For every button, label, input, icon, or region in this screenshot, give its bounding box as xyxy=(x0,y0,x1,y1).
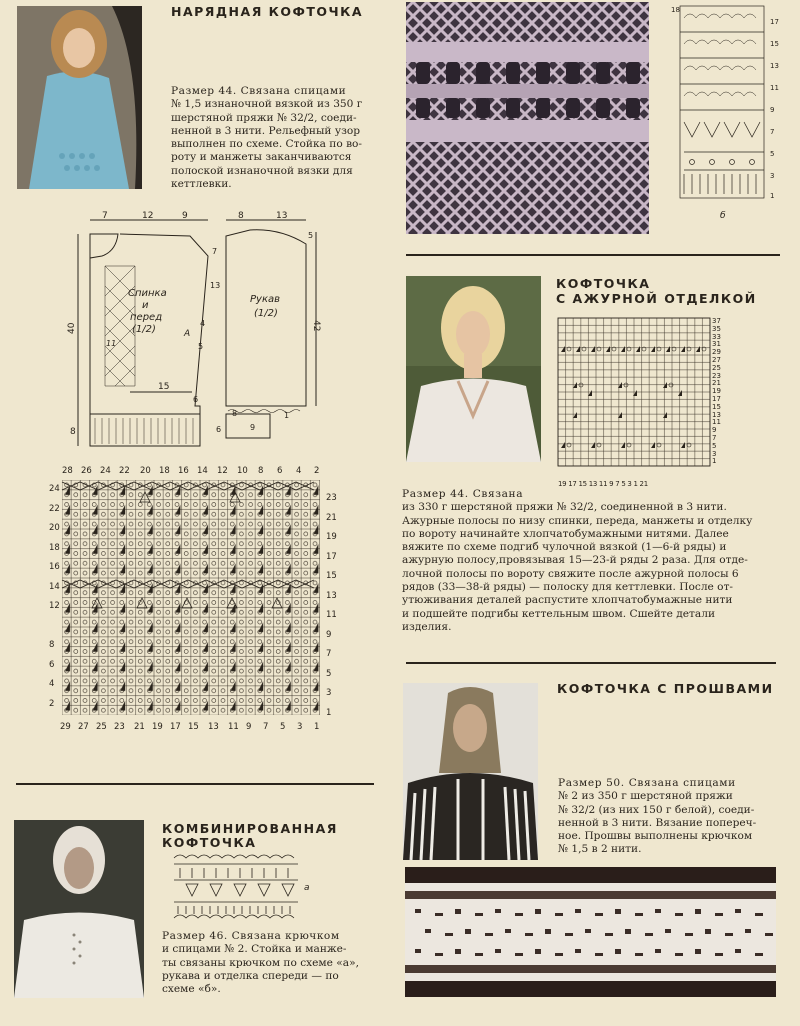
chart-left-label: 14 xyxy=(49,581,60,592)
chart-top-label: 12 xyxy=(217,466,228,476)
section3-line: ненной в 3 нити. Вязание попереч- xyxy=(558,816,757,829)
sleeve-label: Рукав xyxy=(250,294,281,305)
chart-left-label: 22 xyxy=(49,503,60,514)
section2-line: Размер 44. Связана xyxy=(402,488,524,500)
chart-bottom-label: 5 xyxy=(280,722,286,732)
body-dim-left: 40 xyxy=(67,322,77,334)
section2-line: ажурную полосу,провязывая 15—23-й ряды 2 раза. Для отде- xyxy=(402,554,748,567)
chart-top-label: 28 xyxy=(62,466,73,476)
body-dim-top: 7 xyxy=(102,211,108,221)
lace-chart-right-label: 23 xyxy=(712,371,721,380)
section3-line: № 32/2 (из них 150 г белой), соеди- xyxy=(558,803,755,816)
chart-right-label: 5 xyxy=(326,668,332,679)
lace-chart-right-labels xyxy=(712,318,736,466)
body-dim-right: 7 xyxy=(212,247,218,256)
lace-chart-right-label: 9 xyxy=(712,426,717,435)
section1-line: выполнен по схеме. Стойка по во- xyxy=(171,138,362,151)
body-dim-right: A xyxy=(184,329,191,339)
section3-line: № 1,5 в 2 нити. xyxy=(558,843,642,856)
sleeve-dim-right: 42 xyxy=(311,320,321,332)
sleeve-dim-bottom-left: 6 xyxy=(216,425,222,434)
chart-left-label: 2 xyxy=(49,698,55,709)
section3-line: ное. Прошвы выполнены крючком xyxy=(558,830,753,843)
chart-right-label: 1 xyxy=(326,707,332,718)
chart-right-label: 13 xyxy=(326,590,337,601)
chart-right-label: 17 xyxy=(326,551,337,562)
chart-top-labels xyxy=(62,466,332,478)
lace-chart-right-label: 25 xyxy=(712,363,721,372)
lace-chart-right-label: 7 xyxy=(712,433,717,442)
body-dim-right: 5 xyxy=(198,342,204,351)
section4-title-line: КОФТОЧКА xyxy=(162,835,257,850)
lace-chart-right-label: 13 xyxy=(712,410,721,419)
lace-chart-right-label: 29 xyxy=(712,348,721,357)
sleeve-dim-top: 13 xyxy=(276,211,288,221)
lace-chart-right-label: 3 xyxy=(712,449,717,458)
section2-line: вяжите по схеме подгиб чулочной вязкой (1—6-й ряды) и xyxy=(402,541,727,554)
chart-top-label: 26 xyxy=(81,466,92,476)
lace-chart-right-label: 11 xyxy=(712,418,721,427)
sleeve-dim-bottom: 1 xyxy=(284,411,290,420)
lace-chart-top-num: 18 xyxy=(671,6,680,14)
body-dim-right: 13 xyxy=(210,281,221,290)
chart-right-label: 9 xyxy=(326,629,332,640)
divider xyxy=(406,662,776,664)
section1-line: № 1,5 изнаночной вязкой из 350 г xyxy=(171,98,363,111)
chart-left-label: 8 xyxy=(49,640,55,650)
section4-text xyxy=(162,930,374,996)
lace-chart-right: 5 xyxy=(770,150,775,158)
chart-bottom-label: 25 xyxy=(96,722,107,732)
chart-bottom-label: 11 xyxy=(228,722,239,732)
chart-top-label: 24 xyxy=(100,466,111,476)
chart-top-label: 18 xyxy=(159,466,170,476)
photo-blue-sweater xyxy=(17,6,142,189)
chart-left-label: 24 xyxy=(49,484,60,494)
lace-chart-bottom: 19 17 15 13 11 9 7 5 3 1 21 xyxy=(558,480,648,488)
chart-bottom-label: 29 xyxy=(60,722,71,732)
chart-top-label: 6 xyxy=(277,466,283,476)
chart-left-label: 20 xyxy=(49,523,60,533)
section2-line: и подшейте подгибы кеттельным швом. Сшейте детали xyxy=(402,607,716,620)
section4-line: ты связаны крючком по схеме «а», xyxy=(162,956,359,969)
chart-left-label: 6 xyxy=(49,659,55,670)
lace-chart-right-label: 35 xyxy=(712,324,721,333)
section2-line: из 330 г шерстяной пряжи № 32/2, соединенной в 3 нити. xyxy=(402,501,727,514)
divider xyxy=(16,783,374,785)
chart-left-label: 12 xyxy=(49,601,60,611)
chart-top-label: 22 xyxy=(119,466,130,476)
lace-chart-top xyxy=(670,2,786,224)
chart-right-label: 11 xyxy=(326,610,337,620)
section2-title-line: С АЖУРНОЙ ОТДЕЛКОЙ xyxy=(556,291,757,306)
chart-right-label: 21 xyxy=(326,512,337,523)
section2-line: по вороту начинайте хлопчатобумажными нитями. Далее xyxy=(402,527,729,540)
sleeve-dim-top: 8 xyxy=(238,211,244,221)
section2-line: Ажурные полосы по низу спинки, переда, манжеты и отделку xyxy=(402,514,753,527)
chart-right-label: 23 xyxy=(326,493,337,503)
section1-title: НАРЯДНАЯ КОФТОЧКА xyxy=(171,4,364,19)
chart-top-label: 14 xyxy=(197,466,208,476)
chart-bottom-label: 21 xyxy=(134,722,145,732)
lace-chart-right-label: 21 xyxy=(712,379,721,388)
lace-chart-right: 1 xyxy=(770,192,775,200)
section2-line: рядов (33—38-й ряды) — полоску для кеттлевки. После от- xyxy=(402,581,734,594)
section2-line: утюживания деталей распустите хлопчатобумажные нити xyxy=(402,594,733,607)
sleeve-label: (1/2) xyxy=(254,308,278,319)
body-label: и xyxy=(142,300,149,311)
section2-title-line: КОФТОЧКА xyxy=(556,276,651,291)
body-label: (1/2) xyxy=(132,324,156,335)
section3-line: Размер 50. Связана спицами xyxy=(558,777,736,789)
photo-knit-swatch-lace xyxy=(406,2,649,234)
chart-left-labels xyxy=(49,480,63,714)
lace-chart-right: 9 xyxy=(770,106,775,114)
lace-chart-right: 13 xyxy=(770,62,779,70)
photo-combined-sweater xyxy=(14,820,144,998)
crochet-chart xyxy=(170,850,312,922)
body-dim-right: 6 xyxy=(193,395,199,404)
section4-title-line: КОМБИНИРОВАННАЯ xyxy=(162,821,338,836)
chart-left-label xyxy=(49,617,63,637)
photo-white-lace-sweater xyxy=(406,276,541,462)
chart-bottom-label: 7 xyxy=(263,722,269,732)
chart-bottom-label: 1 xyxy=(314,722,320,732)
chart-bottom-labels xyxy=(60,722,330,734)
body-dim-inner: 15 xyxy=(158,382,170,392)
chart-top-label: 10 xyxy=(237,466,248,476)
lace-chart-right-label: 17 xyxy=(712,394,721,403)
body-label: Спинка xyxy=(128,288,167,299)
chart-left-label: 18 xyxy=(49,542,60,553)
section2-text xyxy=(402,488,778,634)
chart-bottom-label: 27 xyxy=(78,722,89,732)
chart-left-label: 4 xyxy=(49,679,55,689)
chart-right-label: 15 xyxy=(326,571,337,581)
lace-chart-right: 15 xyxy=(770,40,779,48)
sleeve-dim-right: 5 xyxy=(308,231,314,240)
knitting-chart-main xyxy=(62,480,330,720)
section1-line: полоской изнаночной вязки для xyxy=(171,164,353,177)
chart-bottom-label: 13 xyxy=(208,722,219,732)
section4-line: и спицами № 2. Стойка и манже- xyxy=(162,943,347,956)
divider xyxy=(406,254,780,256)
section4-title xyxy=(162,822,338,850)
sleeve-dim-bottom: 8 xyxy=(232,409,238,418)
body-dim-bottom-left: 8 xyxy=(70,427,76,437)
lace-chart-right-label: 19 xyxy=(712,387,721,396)
section4-line: рукава и отделка спереди — по xyxy=(162,969,339,982)
lace-chart-right-label: 5 xyxy=(712,441,717,450)
section1-line: ненной в 3 нити. Рельефный узор xyxy=(171,124,361,137)
chart-bottom-label: 17 xyxy=(170,722,181,732)
chart-right-label: 19 xyxy=(326,532,337,542)
chart-right-labels xyxy=(326,489,342,723)
chart-top-label: 8 xyxy=(258,466,264,476)
lace-chart-right: 17 xyxy=(770,18,779,26)
body-label: перед xyxy=(130,312,163,323)
chart-top-label: 2 xyxy=(314,466,320,476)
section1-line: кеттлевки. xyxy=(171,178,232,191)
body-dim-top: 12 xyxy=(142,211,154,221)
lace-chart-right: 7 xyxy=(770,128,775,136)
lace-chart-right: 3 xyxy=(770,172,775,180)
lace-chart-right-label: 31 xyxy=(712,340,721,349)
body-dim-right: 4 xyxy=(200,319,206,328)
section4-line: Размер 46. Связана крючком xyxy=(162,930,340,942)
section3-text xyxy=(558,777,776,857)
chart-right-label: 3 xyxy=(326,688,332,698)
section4-line: схеме «б». xyxy=(162,983,221,996)
crochet-chart-label: a xyxy=(304,883,310,893)
section2-line: изделия. xyxy=(402,620,452,633)
chart-bottom-label: 9 xyxy=(246,722,252,732)
chart-left-label: 16 xyxy=(49,562,60,572)
lace-chart-right: 11 xyxy=(770,84,779,92)
lace-chart-right-label: 33 xyxy=(712,332,721,341)
chart-top-label: 20 xyxy=(140,466,151,476)
lace-chart-right-label: 15 xyxy=(712,402,721,411)
photo-knit-swatch-insert xyxy=(405,867,776,997)
chart-bottom-label: 23 xyxy=(114,722,125,732)
chart-top-label: 16 xyxy=(178,466,189,476)
section1-line: Размер 44. Связана спицами xyxy=(171,85,347,97)
lace-chart-label: б xyxy=(720,211,726,221)
section2-line: лочной полосы по вороту свяжите после ажурной полосы 6 xyxy=(402,567,739,580)
section1-line: шерстяной пряжи № 32/2, соеди- xyxy=(171,111,357,124)
knitting-chart-lace xyxy=(558,318,768,490)
section2-title xyxy=(556,276,757,306)
chart-bottom-label: 15 xyxy=(188,722,199,732)
lace-chart-right-label: 1 xyxy=(712,457,717,466)
chart-right-label: 7 xyxy=(326,649,332,659)
sleeve-dim-bottom: 9 xyxy=(250,423,256,432)
chart-top-label: 4 xyxy=(296,466,302,476)
pattern-diagram xyxy=(67,206,330,450)
body-dim-inner: 11 xyxy=(106,339,117,348)
chart-bottom-label: 3 xyxy=(297,722,303,732)
lace-chart-right-label: 27 xyxy=(712,355,721,364)
section3-line: № 2 из 350 г шерстяной пряжи xyxy=(558,790,733,803)
body-dim-top: 9 xyxy=(182,211,188,221)
section1-line: роту и манжеты заканчиваются xyxy=(171,151,352,164)
section1-text xyxy=(171,85,393,191)
chart-bottom-label: 19 xyxy=(152,722,163,732)
photo-striped-sweater xyxy=(403,683,538,860)
section3-title: КОФТОЧКА С ПРОШВАМИ xyxy=(557,681,774,696)
lace-chart-right-label: 37 xyxy=(712,317,721,325)
